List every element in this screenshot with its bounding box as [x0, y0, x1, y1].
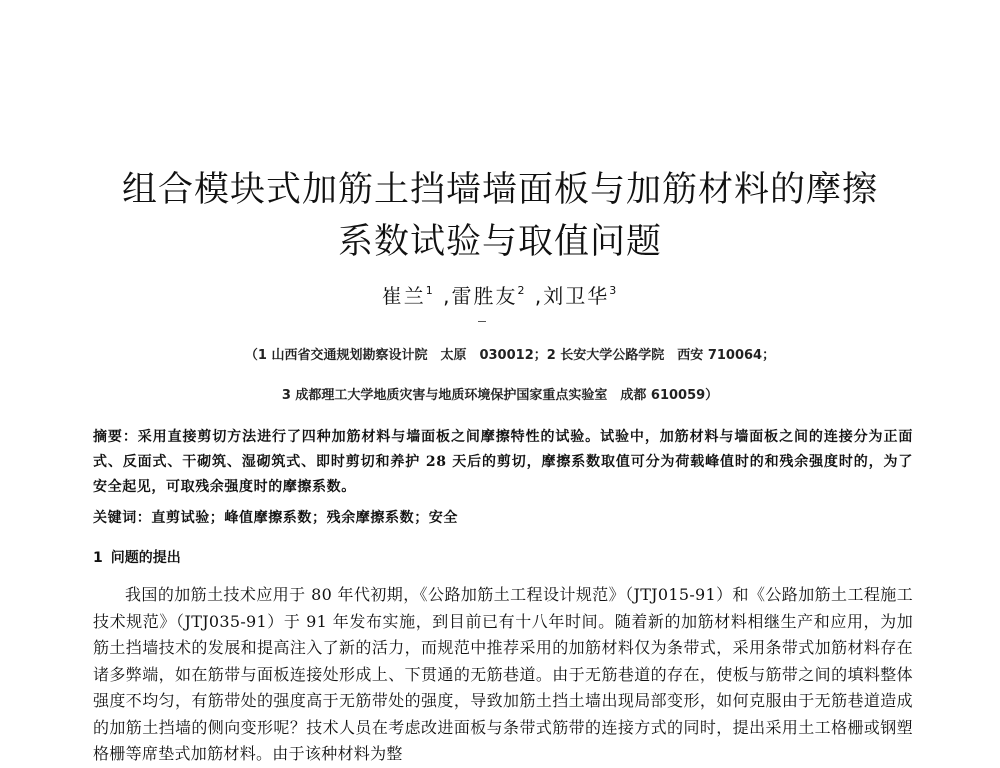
author-name: 刘卫华 [543, 284, 610, 308]
author-name: 雷胜友 [451, 284, 518, 308]
keywords [93, 506, 913, 531]
paper-title-line-1: 组合模块式加筋土挡墙墙面板与加筋材料的摩擦 [121, 170, 878, 210]
paper-title-line-2: 系数试验与取值问题 [337, 222, 662, 262]
keywords-text: 直剪试验；峰值摩擦系数；残余摩擦系数；安全 [151, 510, 459, 526]
separator-mark [478, 321, 486, 322]
section-heading [93, 547, 181, 567]
author-list: 崔兰$^1$ ,雷胜友$^2$ ,刘卫华$^3$ [381, 284, 619, 308]
abstract [93, 425, 913, 500]
section-title: 问题的提出 [110, 550, 181, 566]
abstract-label: 摘要： [93, 429, 138, 445]
affiliation-line-1: （1 山西省交通规划勘察设计院 太原 030012；2 长安大学公路学院 西安 710064； [244, 348, 776, 363]
section-number: 1 [93, 550, 103, 566]
author-name: 崔兰 [381, 284, 426, 308]
abstract-text: 采用直接剪切方法进行了四种加筋材料与墙面板之间摩擦特性的试验。试验中，加筋材料与墙面板之间的连接分为正面式、反面式、干砌筑、湿砌筑式、即时剪切和养护 28 天后的剪切，摩擦系数取值可分为荷载峰值时的和残余强度时的，为了安全起见，可取残余强度时的摩擦系数。 [93, 429, 913, 495]
author-affiliation-mark: 2 [517, 284, 527, 297]
author-affiliation-mark: 3 [609, 284, 619, 297]
keywords-label: 关键词： [93, 510, 152, 526]
affiliation-line-2: 3 成都理工大学地质灾害与地质环境保护国家重点实验室 成都 610059） [281, 388, 719, 403]
body-paragraph: 我国的加筋土技术应用于 80 年代初期，《公路加筋土工程设计规范》（JTJ015-91）和《公路加筋土工程施工技术规范》（JTJ035-91）于 91 年发布实施，到目前已有十八年时间。随着新的加筋材料相继生产和应用，为加筋土挡墙技术的发展和提高注入了新的活力，而规范中推荐采用的加筋材料仅为条带式，采用条带式加筋材料存在诸多弊端，如在筋带与面板连接处形成上、下贯通的无筋巷道。由于无筋巷道的存在，使板与筋带之间的填料整体强度不均匀，有筋带处的强度高于无筋带处的强度，导致加筋土挡土墙出现局部变形，如何克服由于无筋巷道造成的加筋土挡墙的侧向变形呢？技术人员在考虑改进面板与条带式筋带的连接方式的同时，提出采用土工格栅或钢塑格栅等席垫式加筋材料。由于该种材料为整 [93, 585, 913, 763]
author-affiliation-mark: 1 [425, 284, 435, 297]
